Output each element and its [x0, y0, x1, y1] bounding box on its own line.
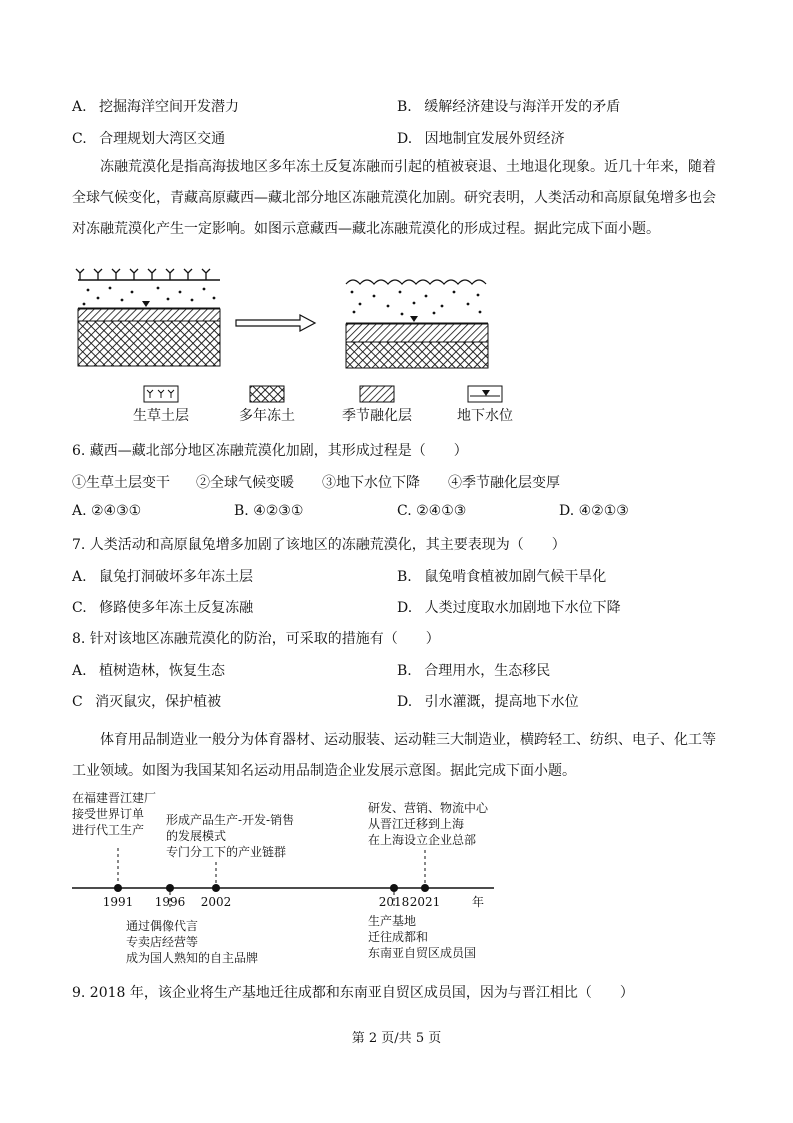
note-2018-line: 迁往成都和: [368, 930, 429, 944]
legend-thaw-symbol: [360, 386, 394, 402]
note-2021-line: 研发、营销、物流中心: [368, 801, 489, 815]
q6-item: ④季节融化层变厚: [448, 475, 560, 491]
legend-permafrost-symbol: [250, 386, 284, 402]
option-d: [397, 128, 565, 148]
timeline-point-2018: [390, 884, 398, 892]
seasonal-thaw-layer: [78, 309, 220, 321]
year-label: 2018: [378, 895, 410, 909]
option-text: 挖掘海洋空间开发潜力: [99, 99, 240, 115]
water-table-marker: [142, 301, 150, 307]
note-2002-line: 形成产品生产-开发-销售: [166, 813, 295, 827]
q7-option-b: [397, 566, 606, 586]
axis-unit: 年: [471, 895, 485, 909]
option-label: B.: [397, 569, 412, 585]
permafrost-layer: [78, 321, 220, 366]
enterprise-timeline: [68, 788, 508, 973]
passage-line: 体育用品制造业一般分为体育器材、运动服装、运动鞋三大制造业，横跨轻工、纺织、电子、化工等: [100, 732, 716, 748]
legend-label: 地下水位: [457, 408, 513, 424]
option-a: [72, 96, 239, 116]
note-2021-line: 在上海设立企业总部: [368, 833, 477, 847]
legend-label: 生草土层: [133, 408, 189, 424]
q8-option-c: [72, 691, 221, 711]
option-label: D.: [397, 694, 413, 710]
page-footer: 第 2 页/共 5 页: [351, 1031, 442, 1046]
question-9-stem: 9. 2018 年，该企业将生产基地迁往成都和东南亚自贸区成员国，因为与晋江相比（ ）: [72, 985, 634, 1001]
passage-sports-industry: [72, 725, 722, 787]
year-label: 2002: [200, 895, 232, 909]
note-1991-line: 在福建晋江建厂: [72, 791, 157, 805]
timeline-point-1991: [114, 884, 122, 892]
desertification-diagram: [70, 262, 530, 432]
q7-option-a: [72, 566, 253, 586]
note-1996-line: 成为国人熟知的自主品牌: [126, 951, 259, 965]
question-6-stem: 6. 藏西—藏北部分地区冻融荒漠化加剧，其形成过程是（ ）: [72, 443, 468, 459]
q6-option-b: B. ④②③①: [234, 503, 304, 519]
passage-line: 全球气候变化，青藏高原藏西—藏北部分地区冻融荒漠化加剧。研究表明，人类活动和高原鼠兔增多也会: [72, 190, 716, 206]
q6-item: ②全球气候变暖: [196, 475, 294, 491]
legend-water-table-symbol: [468, 386, 502, 402]
question-7-stem: 7. 人类活动和高原鼠兔增多加剧了该地区的冻融荒漠化，其主要表现为（ ）: [72, 537, 566, 553]
option-text: 鼠兔啃食植被加剧气候干旱化: [424, 569, 607, 585]
option-text: 引水灌溉，提高地下水位: [424, 694, 579, 710]
note-2002-line: 的发展模式: [166, 829, 227, 843]
legend-label: 季节融化层: [342, 408, 412, 424]
option-text: 合理规划大湾区交通: [99, 131, 226, 147]
soil-dots: [83, 287, 216, 306]
q6-item: ①生草土层变干: [72, 475, 170, 491]
option-label: B.: [397, 663, 412, 679]
timeline-notes-above: [72, 790, 489, 859]
q6-option-c: C. ②④①③: [397, 503, 467, 519]
q6-option-d: D. ④②①③: [559, 503, 629, 519]
option-b: [397, 96, 620, 116]
legend-grass-symbol: [144, 386, 178, 402]
option-label: A.: [72, 663, 87, 679]
legend-label: 多年冻土: [239, 408, 295, 424]
note-1991-line: 进行代工生产: [72, 823, 145, 837]
year-label: 1996: [154, 895, 186, 909]
process-arrow: [236, 315, 315, 331]
q6-item: ③地下水位下降: [322, 475, 420, 491]
year-label: 2021: [409, 895, 441, 909]
q8-option-a: [72, 660, 225, 680]
option-label: C.: [72, 131, 87, 147]
timeline-point-2021: [421, 884, 429, 892]
option-text: 修路使多年冻土反复冻融: [99, 600, 254, 616]
note-1996-line: 通过偶像代言: [126, 919, 199, 933]
option-c: [72, 128, 225, 148]
note-2018-line: 东南亚自贸区成员国: [368, 946, 477, 960]
option-text: 消灭鼠灾，保护植被: [95, 694, 222, 710]
option-label: C: [72, 694, 83, 710]
passage-line: 工业领域。如图为我国某知名运动用品制造企业发展示意图。据此完成下面小题。: [72, 763, 576, 779]
note-1996-line: 专卖店经营等: [126, 935, 199, 949]
note-2002-line: 专门分工下的产业链群: [166, 845, 287, 859]
option-label: D.: [397, 600, 413, 616]
option-text: 缓解经济建设与海洋开发的矛盾: [424, 99, 621, 115]
q7-option-c: [72, 597, 253, 617]
question-8-stem: 8. 针对该地区冻融荒漠化的防治，可采取的措施有（ ）: [72, 631, 440, 647]
option-text: 合理用水，生态移民: [424, 663, 551, 679]
option-label: A.: [72, 569, 87, 585]
option-label: A.: [72, 99, 87, 115]
note-2018-line: 生产基地: [368, 914, 417, 928]
year-label: 1991: [102, 895, 134, 909]
note-2021-line: 从晋江迁移到上海: [368, 817, 465, 831]
timeline-point-2002: [212, 884, 220, 892]
option-label: D.: [397, 131, 413, 147]
timeline-point-1996: [166, 884, 174, 892]
timeline-years: [103, 894, 484, 909]
option-label: B.: [397, 99, 412, 115]
option-text: 因地制宜发展外贸经济: [424, 131, 565, 147]
passage-line: 冻融荒漠化是指高海拔地区多年冻土反复冻融而引起的植被衰退、土地退化现象。近几十年来，随着: [100, 159, 716, 175]
degraded-surface: [346, 280, 486, 284]
q7-option-d: [397, 597, 621, 617]
option-text: 鼠兔打洞破坏多年冻土层: [99, 569, 254, 585]
profile-after: [346, 280, 488, 368]
water-table-marker: [410, 316, 418, 322]
option-text: 人类过度取水加剧地下水位下降: [424, 600, 621, 616]
grass-symbols: [76, 269, 210, 280]
option-text: 植树造林，恢复生态: [99, 663, 226, 679]
q6-option-a: A. ②④③①: [72, 503, 142, 519]
passage-line: 对冻融荒漠化产生一定影响。如图示意藏西—藏北冻融荒漠化的形成过程。据此完成下面小题。: [72, 221, 660, 237]
soil-dots: [351, 291, 482, 316]
note-1991-line: 接受世界订单: [72, 807, 145, 821]
passage-desertification: [72, 152, 722, 245]
timeline-notes-below: [126, 913, 476, 965]
seasonal-thaw-layer: [346, 324, 488, 342]
legend: [133, 386, 513, 424]
q8-option-b: [397, 660, 550, 680]
permafrost-layer: [346, 342, 488, 368]
option-label: C.: [72, 600, 87, 616]
profile-before: [76, 269, 220, 366]
q8-option-d: [397, 691, 579, 711]
